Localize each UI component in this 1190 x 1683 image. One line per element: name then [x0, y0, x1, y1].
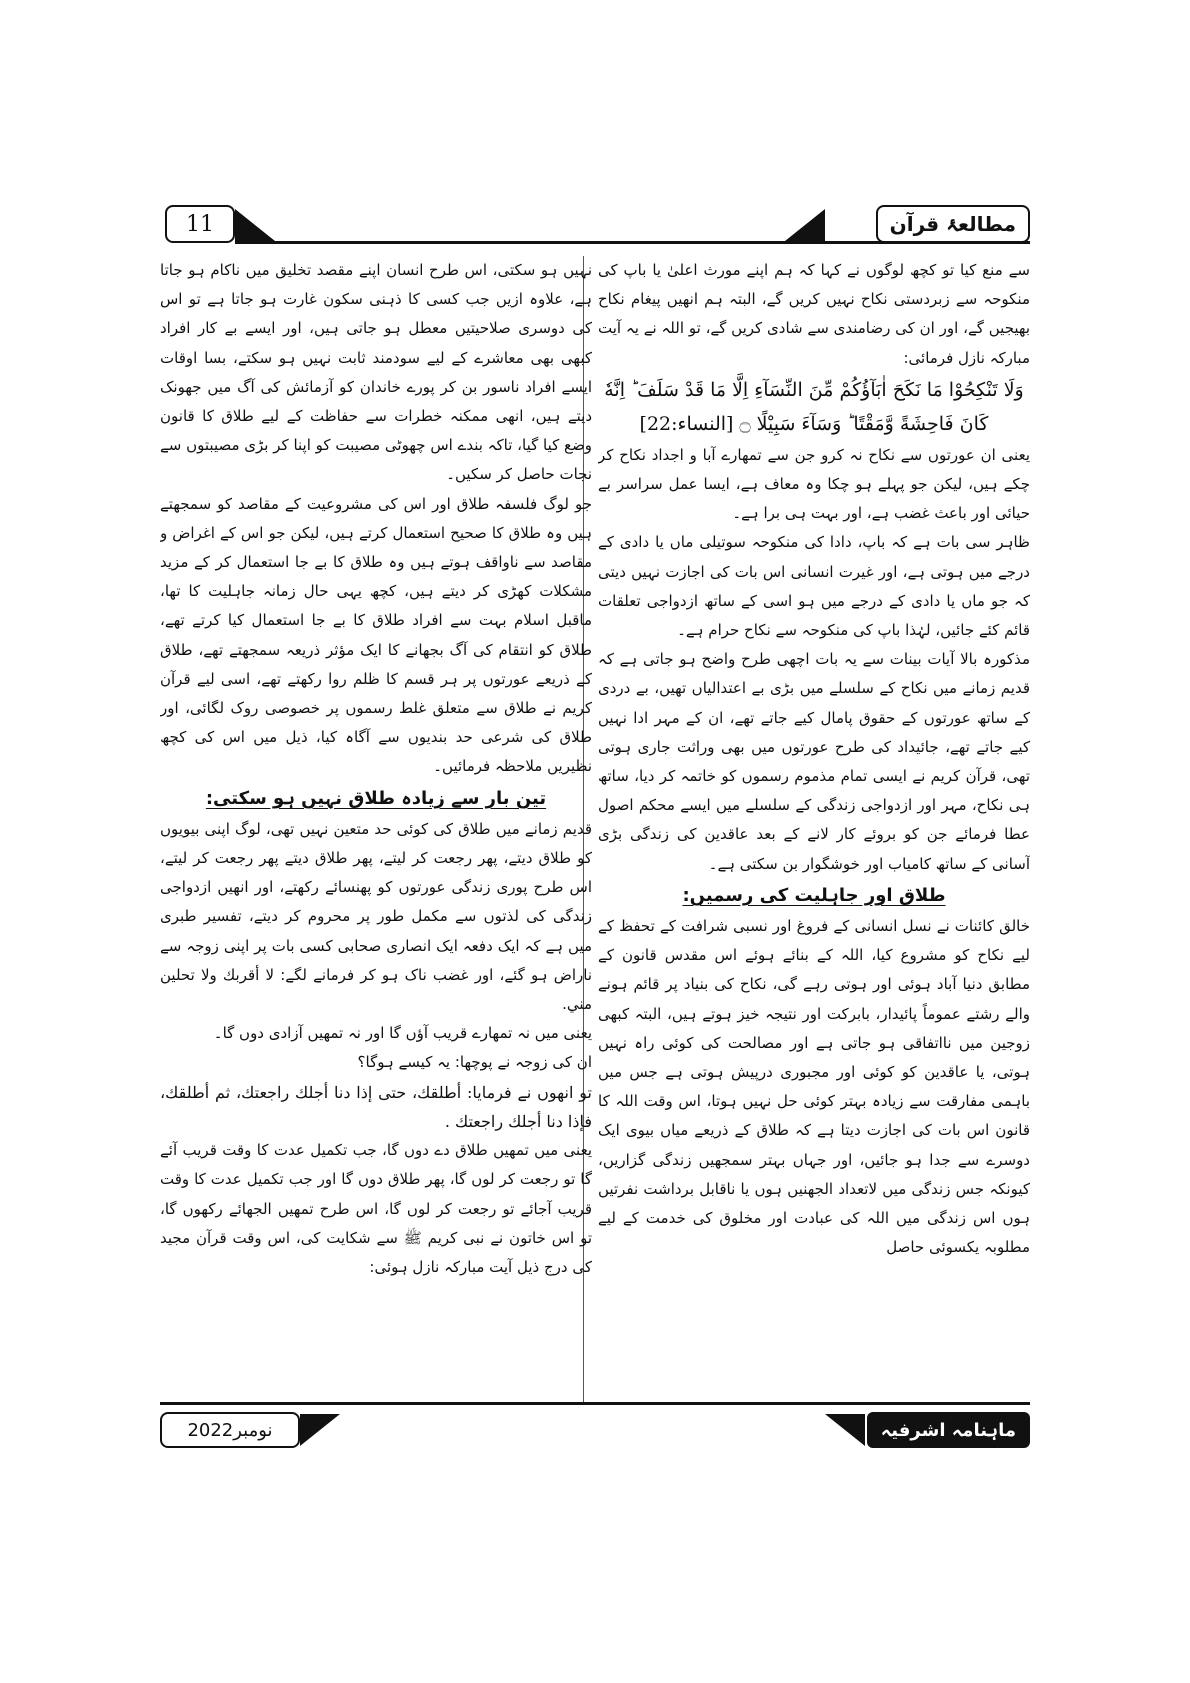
page-number: 11	[165, 205, 235, 243]
section-heading: طلاق اور جاہلیت کی رسمیں:	[682, 884, 946, 906]
paragraph: سے منع کیا تو کچھ لوگوں نے کہا کہ ہم اپنے مورث اعلیٰ یا باپ کی منکوحہ سے زبردستی نکاح نہیں کریں گے، البتہ ہم انھیں پیغام نکاح بھیجیں گے، اور ان کی رضامندی سے شادی کریں گے، تو اللہ نے یہ آیت مبارکہ نازل فرمائی:	[598, 261, 1030, 367]
paragraph: یعنی میں تمھیں طلاق دے دوں گا، جب تکمیل عدت کا وقت قریب آئے گا تو رجعت کر لوں گا، پھر طلاق دوں گا اور جب تکمیل عدت کا وقت قریب آجائے تو رجعت کر لوں گا، اس طرح تمھیں الجھائے رکھوں گا، تو اس خاتون نے نبی کریم ﷺ سے شکایت کی، اس وقت قرآن مجید کی درج ذیل آیت مبارکہ نازل ہوئی:	[160, 1141, 592, 1276]
paragraph: جو لوگ فلسفہ طلاق اور اس کی مشروعیت کے مقاصد کو سمجھتے ہیں وہ طلاق کا صحیح استعمال کرتے ہیں، لیکن جو اس کے اغراض و مقاصد سے ناواقف ہوتے ہیں وہ طلاق کا بے جا استعمال کر کے مزید مشکلات کھڑی کر دیتے ہیں، کچھ یہی حال زمانہ جاہلیت کا تھا، ماقبل اسلام بہت سے افراد طلاق کا بے جا استعمال کیا کرتے تھے، طلاق کو انتقام کی آگ بجھانے کا ایک مؤثر ذریعہ سمجھتے تھے، طلاق کے ذریعے عورتوں پر ہر قسم کا ظلم روا رکھتے تھے، اسی لیے قرآن کریم نے طلاق سے متعلق غلط رسموں پر خصوصی روک لگائی، اور طلاق کی شرعی حد بندیوں سے آگاہ کیا، ذیل میں اس کی کچھ نظیریں ملاحظہ فرمائیں۔	[160, 494, 592, 776]
paragraph: ان کی زوجہ نے پوچھا: یہ کیسے ہوگا؟	[357, 1053, 592, 1072]
paragraph: یعنی ان عورتوں سے نکاح نہ کرو جن سے تمھارے آبا و اجداد نکاح کر چکے ہیں، لیکن جو پہلے ہو چکا وہ معاف ہے، ایسا عمل سراسر بے حیائی اور باعث غضب ہے، اور بہت ہی برا ہے۔	[598, 445, 1030, 523]
footer-left-ornament	[300, 1412, 340, 1448]
paragraph: نہیں ہو سکتی، اس طرح انسان اپنے مقصد تخلیق میں ناکام ہو جاتا ہے، علاوہ ازیں جب کسی کا ذہنی سکون غارت ہو جاتا ہے تو اس کی دوسری صلاحیتیں معطل ہو جاتی ہیں، اور ایسے بے کار افراد کبھی بھی معاشرے کے لیے سودمند ثابت نہیں ہو سکتے، بسا اوقات ایسے افراد ناسور بن کر پورے خاندان کو آزمائش کی آگ میں جھونک دیتے ہیں، انھی ممکنہ خطرات سے حفاظت کے لیے طلاق کا قانون وضع کیا گیا، تاکہ بندے اس چھوٹی مصیبت کو اپنا کر بڑی مصیبتوں سے نجات حاصل کر سکیں۔	[160, 261, 592, 484]
paragraph: مذکورہ بالا آیات بینات سے یہ بات اچھی طرح واضح ہو جاتی ہے کہ قدیم زمانے میں نکاح کے سلسلے میں بڑی بے اعتدالیاں تھیں، بے دردی کے ساتھ عورتوں کے حقوق پامال کیے جاتے تھے، ان کے مہر ادا نہیں کیے جاتے تھے، جائیداد کی طرح عورتوں میں بھی وراثت جاری ہوتی تھی، قرآن کریم نے ایسی تمام مذموم رسموں کو خاتمہ کر دیا، ساتھ ہی نکاح، مہر اور ازدواجی زندگی کے سلسلے میں ایسے محکم اصول عطا فرمائے جن کو بروئے کار لانے کے بعد عاقدین کی زندگی بڑی آسانی کے ساتھ کامیاب اور خوشگوار بن سکتی ہے۔	[598, 650, 1030, 873]
section-heading: تین بار سے زیادہ طلاق نہیں ہو سکتی:	[205, 787, 547, 809]
magazine-name: ماہنامہ اشرفیہ	[867, 1412, 1030, 1448]
journal-title: مطالعۂ قرآن	[876, 205, 1030, 243]
left-column	[160, 256, 592, 1404]
page-header	[165, 205, 1030, 247]
page-footer	[160, 1402, 1030, 1454]
paragraph: ظاہر سی بات ہے کہ باپ، دادا کی منکوحہ سوتیلی ماں یا دادی کے درجے میں ہوتی ہے، اور غیرت انسانی اس بات کی اجازت نہیں دیتی کہ جو ماں یا دادی کے درجے میں ہو اسی کے ساتھ ازدواجی تعلقات قائم کئے جائیں، لہٰذا باپ کی منکوحہ سے نکاح حرام ہے۔	[598, 533, 1030, 640]
footer-right-ornament	[805, 1412, 865, 1448]
paragraph: خالق کائنات نے نسل انسانی کے فروغ اور نسبی شرافت کے تحفظ کے لیے نکاح کو مشروع کیا، اللہ کے بنائے ہوئے اس مقدس قانون کے مطابق دنیا آباد ہوئی اور ہوتی رہے گی، نکاح کی بنیاد پر قائم ہونے والے رشتے عموماً پائیدار، بابرکت اور نتیجہ خیز ہوتے ہیں، البتہ کبھی زوجین میں نااتفاقی ہو جاتی ہے اور مصالحت کی کوئی راہ نہیں ہوتی، یا عاقدین کو کوئی اور مجبوری درپیش ہوتی ہے جس میں باہمی مفارقت سے زیادہ بہتر کوئی حل نہیں ہوتا، اس وقت اللہ کا قانون اس بات کی اجازت دیتا ہے کہ طلاق کے ذریعے میاں بیوی ایک دوسرے سے جدا ہو جائیں، اور جہاں بہتر سمجھیں زندگی گزاریں، کیونکہ جس زندگی میں لاتعداد الجھنیں ہوں یا ناقابل برداشت نفرتیں ہوں اس زندگی میں اللہ کی عبادت اور مخلوق کی خدمت کے لیے مطلوبہ یکسوئی حاصل	[598, 917, 1030, 1257]
issue-date: نومبر2022	[160, 1412, 300, 1448]
quran-verse: وَلَا تَنْكِحُوْا مَا نَكَحَ اٰبَآؤُكُمْ مِّنَ النِّسَآءِ اِلَّا مَا قَدْ سَلَفَ ؕ اِنَّهٗ كَانَ فَاحِشَةً وَّمَقْتًا ؕ وَسَآءَ سَبِيْلًا ۝ [النساء:22]	[604, 378, 1024, 435]
paragraph: یعنی میں نہ تمھارے قریب آؤں گا اور نہ تمھیں آزادی دوں گا۔	[213, 1024, 592, 1043]
paragraph: قدیم زمانے میں طلاق کی کوئی حد متعین نہیں تھی، لوگ اپنی بیویوں کو طلاق دیتے، پھر رجعت کر لیتے، پھر طلاق دیتے پھر رجعت کر لیتے، اس طرح پوری زندگی عورتوں کو پھنسائے رکھتے، اور انھیں ازدواجی زندگی کی لذتوں سے مکمل طور پر محروم کر دیتے، تفسیر طبری میں ہے کہ ایک دفعہ ایک انصاری صحابی کسی بات پر اپنی زوجہ سے ناراض ہو گئے، اور غضب ناک ہو کر فرمانے لگے: لا أقربك ولا تحلين مني.	[160, 819, 592, 1014]
arabic-quote: تو انھوں نے فرمایا: أطلقك، حتى إذا دنا أجلك راجعتك، ثم أطلقك، فإذا دنا أجلك راجعتك .	[160, 1082, 592, 1131]
footer-rule	[160, 1402, 1030, 1405]
right-column	[598, 256, 1030, 1404]
